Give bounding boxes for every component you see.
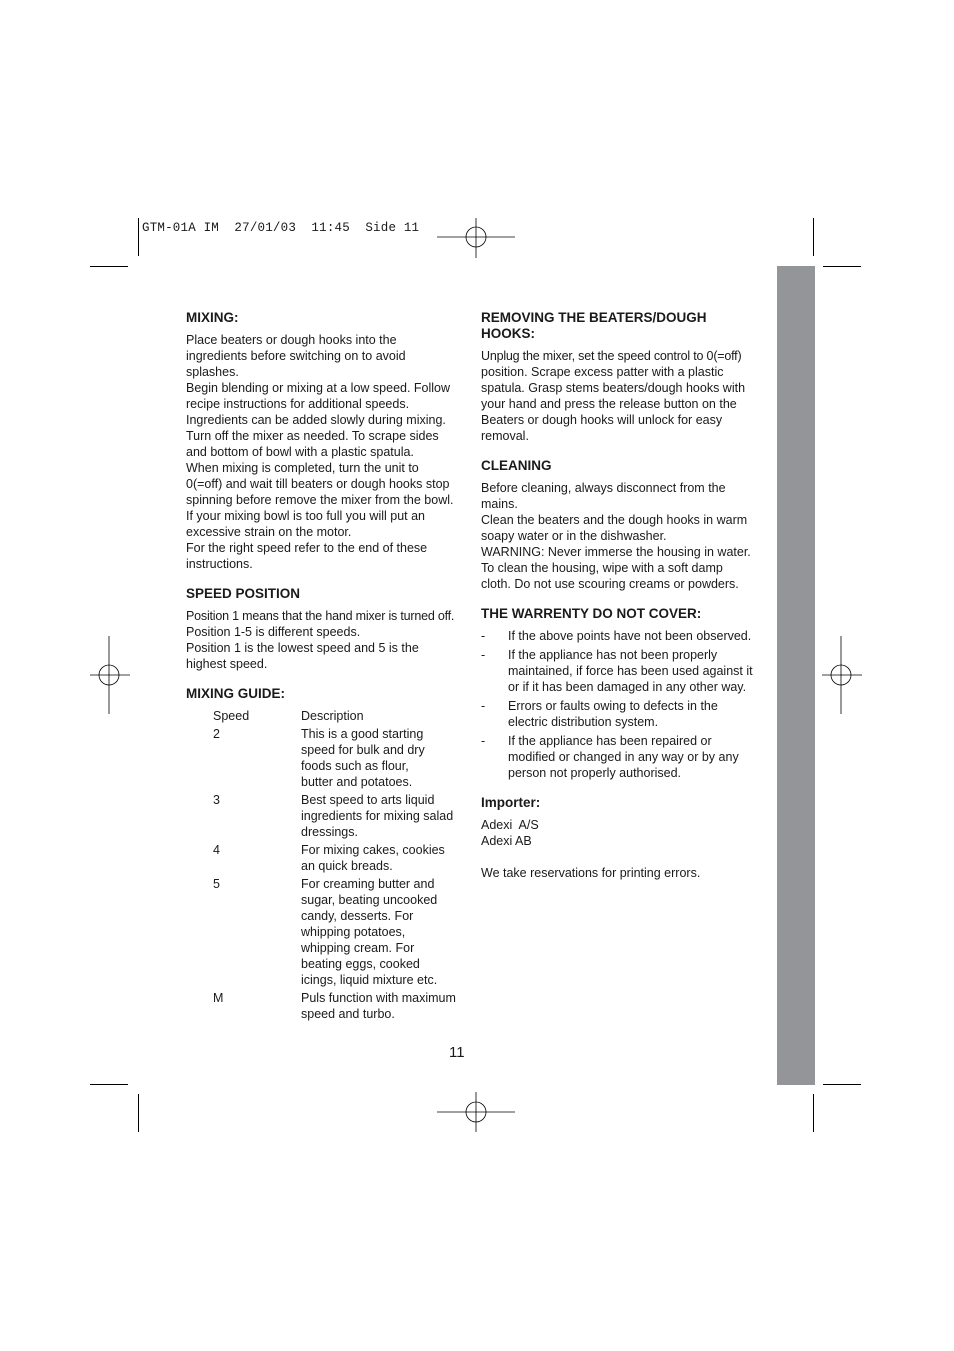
text-line: Turn off the mixer as needed. To scrape sides [186, 429, 439, 443]
text-line: person not properly authorised. [508, 766, 682, 780]
warranty-heading: THE WARRENTY DO NOT COVER: [481, 606, 702, 621]
speed-description [301, 726, 465, 792]
mixing-guide-heading: MIXING GUIDE: [186, 686, 286, 701]
warranty-section [481, 606, 763, 781]
crop-mark-bottom-left-v [138, 1094, 139, 1132]
crop-mark-bottom-right-h [823, 1084, 861, 1085]
dash-bullet: - [481, 734, 486, 748]
crop-mark-top-left-h [90, 266, 128, 267]
text-line: spinning before remove the mixer from the bowl. [186, 493, 454, 507]
mixing-text [186, 332, 468, 572]
heading-line: REMOVING THE BEATERS/DOUGH [481, 310, 707, 325]
text-line: whipping potatoes, [301, 925, 406, 939]
print-slug: GTM-01A IM 27/01/03 11:45 Side 11 [142, 221, 420, 235]
text-line: maintained, if force has been used against it [508, 664, 753, 678]
text-line: an quick breads. [301, 859, 393, 873]
table-row [213, 726, 465, 792]
sidebar-gray-tab [777, 266, 815, 1085]
cleaning-section [481, 458, 763, 592]
text-line: If the appliance has not been properly [508, 648, 718, 662]
heading-line: HOOKS: [481, 326, 535, 341]
text-line: excessive strain on the motor. [186, 525, 352, 539]
speed-value: 4 [213, 843, 220, 857]
crop-mark-top-right-v [813, 218, 814, 256]
list-item [481, 698, 763, 730]
text-line: Begin blending or mixing at a low speed. Follow [186, 381, 451, 395]
table-row [213, 792, 465, 842]
text-line: If the above points have not been observed. [508, 629, 752, 643]
text-line: For the right speed refer to the end of these [186, 541, 428, 555]
text-line: WARNING: Never immerse the housing in water. [481, 545, 751, 559]
speed-description [301, 842, 465, 876]
text-line: mains. [481, 497, 518, 511]
warranty-list [481, 628, 763, 781]
text-line: Unplug the mixer, set the speed control to 0(=off) [481, 349, 742, 363]
text-line: Position 1 is the lowest speed and 5 is the [186, 641, 419, 655]
text-line: ingredients before switching on to avoid [186, 349, 406, 363]
right-column [481, 310, 763, 895]
speed-position-section [186, 586, 468, 672]
text-line: and bottom of bowl with a plastic spatula. [186, 445, 414, 459]
crop-mark-top-left-v [138, 218, 139, 256]
spacer [481, 849, 763, 865]
mixing-guide-section [186, 686, 468, 1024]
text-line: Place beaters or dough hooks into the [186, 333, 397, 347]
speed-value: 5 [213, 877, 220, 891]
text-line: butter and potatoes. [301, 775, 413, 789]
text-line: recipe instructions for additional speeds. [186, 397, 410, 411]
speed-description [301, 990, 465, 1024]
text-line: spatula. Grasp stems beaters/dough hooks with [481, 381, 746, 395]
text-line: Ingredients can be added slowly during mixing. [186, 413, 446, 427]
speed-description [301, 792, 465, 842]
text-line: To clean the housing, wipe with a soft damp [481, 561, 723, 575]
text-line: Beaters or dough hooks will unlock for easy [481, 413, 723, 427]
mixing-guide-table [213, 708, 465, 1024]
mixing-heading: MIXING: [186, 310, 239, 325]
text-line: position. Scrape excess patter with a plastic [481, 365, 724, 379]
table-header-row [213, 708, 465, 726]
speed-value: M [213, 991, 224, 1005]
dash-bullet: - [481, 648, 486, 662]
importer-section [481, 795, 763, 881]
importer-name: Adexi AB [481, 834, 532, 848]
text-line: or if it has been damaged in any other way. [508, 680, 747, 694]
text-line: speed and turbo. [301, 1007, 395, 1021]
printing-errors-note: We take reservations for printing errors. [481, 866, 701, 880]
speed-value: 3 [213, 793, 220, 807]
text-line: removal. [481, 429, 529, 443]
list-item [481, 628, 763, 644]
speed-value: 2 [213, 727, 220, 741]
page-number: 11 [449, 1044, 465, 1061]
registration-mark-right-icon [822, 636, 862, 714]
text-line: electric distribution system. [508, 715, 659, 729]
text-line: soapy water or in the dishwasher. [481, 529, 667, 543]
table-row [213, 990, 465, 1024]
text-line: ingredients for mixing salad [301, 809, 454, 823]
text-line: Position 1-5 is different speeds. [186, 625, 361, 639]
text-line: beating eggs, cooked [301, 957, 420, 971]
dash-bullet: - [481, 629, 486, 643]
text-line: For creaming butter and [301, 877, 435, 891]
text-line: Position 1 means that the hand mixer is turned off. [186, 609, 455, 623]
removing-beaters-heading [481, 310, 763, 342]
importer-heading: Importer: [481, 795, 541, 810]
registration-mark-top-icon [437, 218, 515, 258]
text-line: sugar, beating uncooked [301, 893, 438, 907]
text-line: speed for bulk and dry [301, 743, 425, 757]
text-line: Errors or faults owing to defects in the [508, 699, 718, 713]
cleaning-heading: CLEANING [481, 458, 552, 473]
description-column-header: Description [301, 709, 364, 723]
crop-mark-bottom-left-h [90, 1084, 128, 1085]
text-line: Before cleaning, always disconnect from the [481, 481, 726, 495]
text-line: When mixing is completed, turn the unit to [186, 461, 419, 475]
text-line: highest speed. [186, 657, 268, 671]
text-line: This is a good starting [301, 727, 424, 741]
importer-name: Adexi A/S [481, 818, 539, 832]
speed-description [301, 876, 465, 990]
text-line: splashes. [186, 365, 239, 379]
text-line: your hand and press the release button on the [481, 397, 737, 411]
removing-beaters-section [481, 310, 763, 444]
text-line: cloth. Do not use scouring creams or powders. [481, 577, 739, 591]
mixing-section [186, 310, 468, 572]
crop-mark-bottom-right-v [813, 1094, 814, 1132]
text-line: If your mixing bowl is too full you will put an [186, 509, 425, 523]
text-line: dressings. [301, 825, 358, 839]
text-line: Clean the beaters and the dough hooks in warm [481, 513, 748, 527]
speed-column-header: Speed [213, 709, 250, 723]
list-item [481, 733, 763, 781]
registration-mark-bottom-icon [437, 1092, 515, 1132]
table-row [213, 876, 465, 990]
left-column [186, 310, 468, 1038]
text-line: Best speed to arts liquid [301, 793, 435, 807]
registration-mark-left-icon [90, 636, 130, 714]
text-line: whipping cream. For [301, 941, 415, 955]
text-line: candy, desserts. For [301, 909, 414, 923]
text-line: Puls function with maximum [301, 991, 456, 1005]
text-line: 0(=off) and wait till beaters or dough hooks stop [186, 477, 450, 491]
text-line: If the appliance has been repaired or [508, 734, 712, 748]
text-line: modified or changed in any way or by any [508, 750, 739, 764]
text-line: icings, liquid mixture etc. [301, 973, 438, 987]
dash-bullet: - [481, 699, 486, 713]
text-line: instructions. [186, 557, 253, 571]
list-item [481, 647, 763, 695]
text-line: For mixing cakes, cookies [301, 843, 445, 857]
table-row [213, 842, 465, 876]
speed-position-heading: SPEED POSITION [186, 586, 301, 601]
text-line: foods such as flour, [301, 759, 409, 773]
crop-mark-top-right-h [823, 266, 861, 267]
